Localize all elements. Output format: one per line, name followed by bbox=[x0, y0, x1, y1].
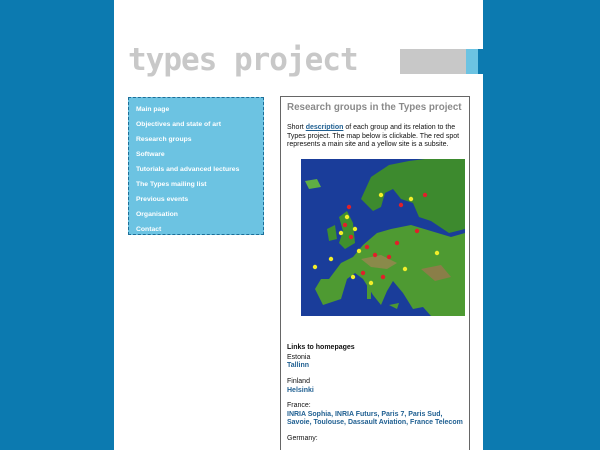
nav-link-mailing-list[interactable]: The Types mailing list bbox=[136, 181, 207, 188]
city-links[interactable]: Helsinki bbox=[287, 386, 314, 394]
intro-suffix: of each group and its relation to the Types project. The map below is clickable. The red spot represents a main site and a yellow site is a subsite. bbox=[287, 124, 460, 149]
intro-prefix: Short bbox=[287, 124, 306, 131]
banner bbox=[128, 42, 483, 78]
europe-map-icon bbox=[301, 159, 465, 316]
page-container bbox=[114, 0, 483, 450]
nav-link-previous-events[interactable]: Previous events bbox=[136, 196, 189, 203]
nav-link-objectives[interactable]: Objectives and state of art bbox=[136, 121, 221, 128]
nav-link-software[interactable]: Software bbox=[136, 151, 165, 158]
links-heading: Links to homepages bbox=[287, 343, 355, 351]
nav-link-organisation[interactable]: Organisation bbox=[136, 211, 178, 218]
country-label: France: bbox=[287, 402, 311, 410]
europe-map[interactable] bbox=[301, 159, 465, 316]
description-link[interactable]: description bbox=[305, 124, 344, 131]
content-panel bbox=[280, 96, 470, 450]
nav-link-contact[interactable]: Contact bbox=[136, 226, 162, 233]
intro-paragraph bbox=[287, 124, 463, 150]
country-label: Germany: bbox=[287, 434, 318, 442]
country-label: Finland bbox=[287, 377, 310, 385]
banner-accent-light bbox=[466, 49, 478, 74]
city-links[interactable]: Tallinn bbox=[287, 362, 310, 370]
banner-bar bbox=[400, 49, 466, 74]
nav-link-tutorials[interactable]: Tutorials and advanced lectures bbox=[136, 166, 240, 173]
page-title: Research groups in the Types project bbox=[287, 102, 462, 113]
banner-accent-dark bbox=[478, 49, 483, 74]
nav-link-research-groups[interactable]: Research groups bbox=[136, 136, 192, 143]
nav-link-main-page[interactable]: Main page bbox=[136, 106, 170, 113]
site-logo: types project bbox=[128, 42, 358, 78]
city-links[interactable]: INRIA Sophia, INRIA Futurs, Paris 7, Paris Sud, Savoie, Toulouse, Dassault Aviation, France Telecom bbox=[287, 410, 463, 427]
main-navigation bbox=[128, 97, 264, 235]
country-label: Estonia bbox=[287, 353, 311, 361]
